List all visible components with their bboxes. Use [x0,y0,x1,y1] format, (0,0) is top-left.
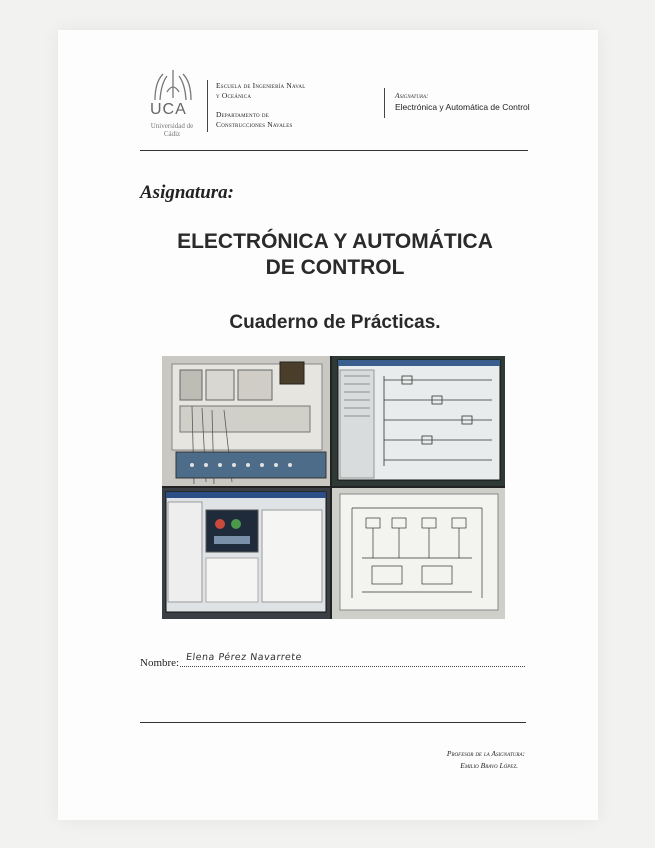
header-asignatura-label: Asignatura: [395,91,429,100]
header-asignatura-name: Electrónica y Automática de Control [395,102,530,112]
nombre-dotted-line [180,666,525,667]
asignatura-heading: Asignatura: [140,182,234,203]
software-screen-photo-2 [162,488,330,619]
dept-line-1: Departamento de [216,110,269,119]
course-title [140,229,530,281]
software-screen-photo-1 [332,356,505,486]
profesor-name: Emilio Bravo López. [460,761,518,770]
profesor-label: Profesor de la Asignatura: [446,749,525,758]
department-name [216,110,293,130]
circuit-diagram-photo [332,488,505,619]
header-divider [207,80,208,132]
footer-rule [140,722,526,723]
nombre-label: Nombre: [140,657,180,669]
university-name: Universidad de Cádiz [150,122,194,138]
header-divider-2 [384,88,385,118]
school-line-2: y Oceánica [216,91,252,100]
dept-line-2: Construcciones Navales [216,120,293,129]
document-subtitle: Cuaderno de Prácticas. [229,312,441,333]
header-rule [140,150,528,151]
title-line-1: ELECTRÓNICA Y AUTOMÁTICA [177,230,493,253]
logo-text: UCA [150,101,187,118]
title-line-2: DE CONTROL [265,256,405,279]
nombre-value: Elena Pérez Navarrete [185,652,303,663]
lab-photo-collage [162,356,505,619]
school-line-1: Escuela de Ingeniería Naval [216,81,306,90]
lab-equipment-photo [162,356,330,486]
school-name [216,81,305,101]
